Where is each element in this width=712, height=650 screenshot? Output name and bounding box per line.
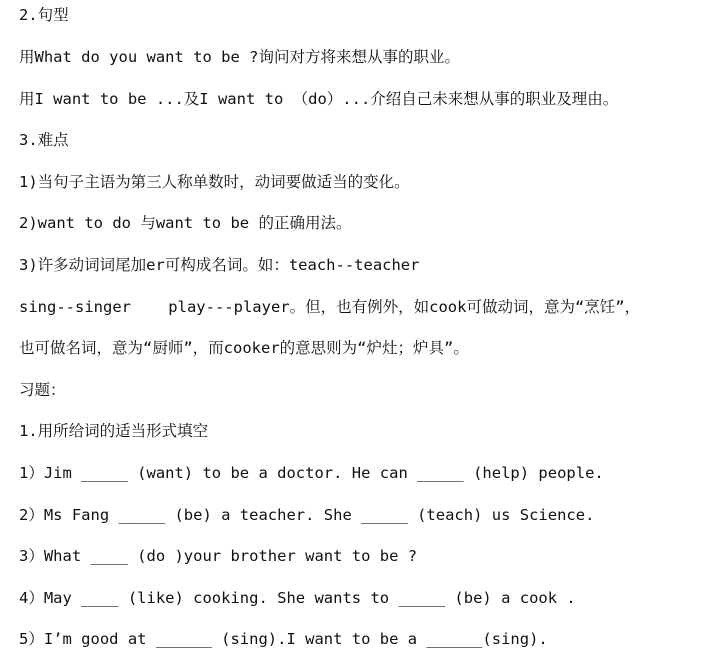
exercise-item: 1）Jim _____ (want) to be a doctor. He can _____ (help) people. xyxy=(19,464,604,482)
exercise-item: 2）Ms Fang _____ (be) a teacher. She _____ (teach) us Science. xyxy=(19,506,595,524)
exercise-item: 4）May ____ (like) cooking. She wants to _____ (be) a cook . xyxy=(19,589,576,607)
text-line-difficulty-3-continued-2: 也可做名词，意为“厨师”，而cooker的意思则为“炉灶；炉具”。 xyxy=(19,339,469,357)
text-line-difficulty-3-continued: sing--singer play---player。但，也有例外，如cook可做动词，意为“烹饪”， xyxy=(19,298,641,316)
text-line-difficulty-3: 3)许多动词词尾加er可构成名词。如：teach--teacher xyxy=(19,256,420,274)
exercise-item: 5）I’m good at ______ (sing).I want to be a ______(sing). xyxy=(19,630,548,648)
text-line-ask-future-job: 用What do you want to be ?询问对方将来想从事的职业。 xyxy=(19,48,460,66)
text-line-introduce-future-job: 用I want to be ...及I want to （do）...介绍自己未来想从事的职业及理由。 xyxy=(19,90,619,108)
section-heading-sentence-patterns: 2.句型 xyxy=(19,6,69,24)
section-heading-exercises: 习题： xyxy=(19,381,66,399)
text-line-difficulty-1: 1)当句子主语为第三人称单数时，动词要做适当的变化。 xyxy=(19,173,410,191)
exercise-instruction: 1.用所给词的适当形式填空 xyxy=(19,422,209,440)
section-heading-difficulties: 3.难点 xyxy=(19,131,69,149)
exercise-item: 3）What ____ (do )your brother want to be ? xyxy=(19,547,418,565)
text-line-difficulty-2: 2)want to do 与want to be 的正确用法。 xyxy=(19,214,352,232)
